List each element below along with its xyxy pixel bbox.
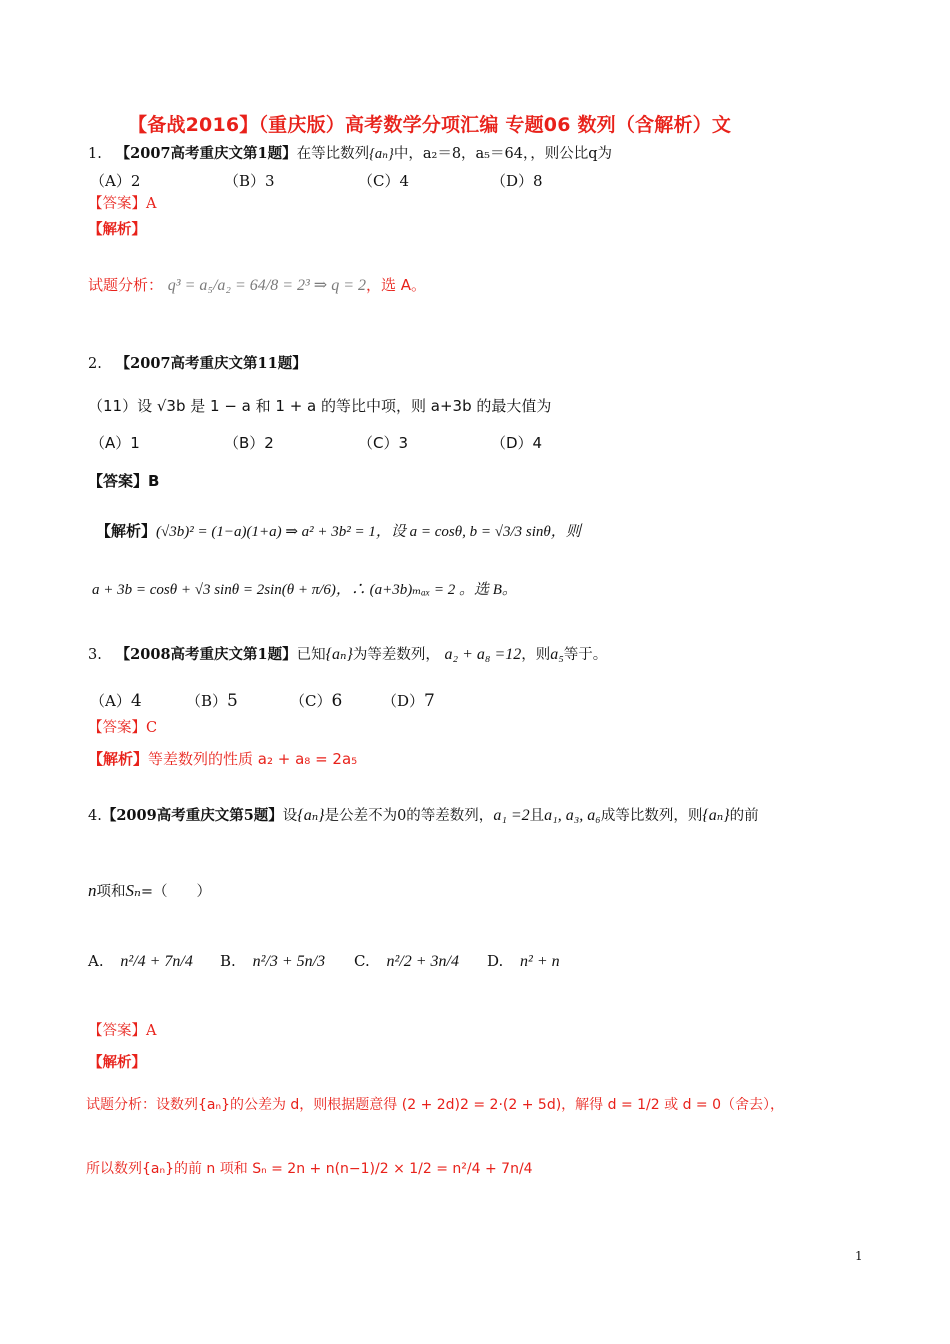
question-target: a₅ bbox=[550, 646, 564, 663]
option-b: （B）2 bbox=[224, 434, 274, 452]
page-number: 1 bbox=[855, 1249, 863, 1263]
analysis-line bbox=[96, 522, 581, 541]
option-c: C. n²/2 + 3n/4 bbox=[354, 952, 459, 970]
analysis-line bbox=[88, 750, 357, 768]
question-4-header: 4.【2009高考重庆文第5题】设{aₙ}是公差不为0的等差数列，a₁ =2且a₁, a₃, a₆成等比数列，则{aₙ}的前 bbox=[88, 807, 759, 824]
answer-label: 【答案】C bbox=[88, 720, 158, 736]
option-d: （D）8 bbox=[491, 172, 543, 190]
sequence-symbol: {aₙ} bbox=[702, 807, 730, 824]
analysis-label: 【解析】 bbox=[96, 522, 157, 540]
option-a: A. n²/4 + 7n/4 bbox=[88, 952, 193, 970]
option-a: （A）2 bbox=[90, 172, 141, 190]
analysis-formula: (√3b)² = (1−a)(1+a) ⇒ a² + 3b² = 1，设 a = cosθ, b = √3/3 sinθ，则 bbox=[156, 524, 581, 540]
analysis-label: 【解析】 bbox=[88, 221, 146, 238]
option-value: n² + n bbox=[520, 953, 560, 970]
option-c: （C）3 bbox=[358, 434, 409, 452]
analysis-label: 【解析】 bbox=[88, 750, 149, 768]
question-number: 3. bbox=[88, 647, 102, 663]
answer-label: 【答案】B bbox=[88, 472, 160, 490]
option-d: D. n² + n bbox=[487, 952, 560, 970]
analysis-label: 【解析】 bbox=[88, 1054, 146, 1071]
question-stem: （11）设 √3b 是 1 − a 和 1 + a 的等比中项，则 a+3b 的最大值为 bbox=[88, 397, 552, 415]
option-value: n²/2 + 3n/4 bbox=[386, 953, 459, 970]
question-number: 4. bbox=[88, 808, 102, 824]
question-stem: 在等比数列 bbox=[296, 146, 370, 162]
option-c: （C）6 bbox=[290, 691, 343, 711]
question-number: 2. bbox=[88, 356, 102, 372]
question-source: 【2009高考重庆文第5题】 bbox=[101, 807, 283, 824]
option-value: n²/4 + 7n/4 bbox=[120, 953, 193, 970]
analysis-formula: 试题分析：设数列{aₙ}的公差为 d，则根据题意得 (2 + 2d)2 = 2·(2 + 5d)，解得 d = 1/2 或 d = 0（舍去）， bbox=[86, 1097, 784, 1113]
option-b: B. n²/3 + 5n/3 bbox=[220, 952, 326, 970]
analysis-formula-2: 所以数列{aₙ}的前 n 项和 Sₙ = 2n + n(n−1)/2 × 1/2 = n²/4 + 7n/4 bbox=[86, 1161, 533, 1177]
question-source: 【2007高考重庆文第11题】 bbox=[115, 355, 307, 372]
question-2-header bbox=[88, 355, 307, 373]
question-condition-2: a₁, a₃, a₆ bbox=[544, 807, 601, 824]
question-condition: a₂ + a₈ =12 bbox=[444, 646, 522, 663]
option-c: （C）4 bbox=[358, 172, 410, 190]
question-source: 【2008高考重庆文第1题】 bbox=[115, 646, 297, 663]
question-stem-line-2: n项和Sₙ=（ ） bbox=[88, 881, 212, 900]
question-1-header: 1. 【2007高考重庆文第1题】在等比数列{aₙ}中，a₂＝8，a₅＝64，，则公比q为 bbox=[88, 145, 612, 162]
analysis-formula-2: a + 3b = cosθ + √3 sinθ = 2sin(θ + π/6)，∴ (a+3b)ₘₐₓ = 2 。选 B。 bbox=[92, 582, 517, 598]
page-title: 【备战2016】（重庆版）高考数学分项汇编 专题06 数列（含解析）文 bbox=[128, 114, 732, 136]
analysis-formula: 等差数列的性质 a₂ + a₈ = 2a₅ bbox=[148, 750, 358, 768]
question-condition: a₂＝8，a₅＝64，，则公比q为 bbox=[422, 146, 612, 162]
question-condition: a₁ =2 bbox=[493, 807, 530, 824]
answer-label: 【答案】A bbox=[88, 196, 157, 212]
sequence-symbol: {aₙ} bbox=[325, 646, 353, 663]
option-a: （A）1 bbox=[90, 434, 140, 452]
option-b: （B）3 bbox=[224, 172, 275, 190]
sequence-symbol: {aₙ} bbox=[297, 807, 325, 824]
option-d: （D）4 bbox=[491, 434, 543, 452]
option-b: （B）5 bbox=[186, 691, 238, 711]
question-source: 【2007高考重庆文第1题】 bbox=[115, 145, 297, 162]
question-3-header: 3. 【2008高考重庆文第1题】已知{aₙ}为等差数列， a₂ + a₈ =12，则a₅等于。 bbox=[88, 646, 608, 663]
question-number: 1. bbox=[88, 146, 102, 162]
option-d: （D）7 bbox=[382, 691, 435, 711]
answer-label: 【答案】A bbox=[88, 1023, 157, 1039]
analysis-formula: q³ = a₅/a₂ = 64/8 = 2³ ⇒ q = 2 bbox=[167, 277, 366, 294]
option-value: n²/3 + 5n/3 bbox=[252, 953, 326, 970]
analysis-line: 试题分析： q³ = a₅/a₂ = 64/8 = 2³ ⇒ q = 2，选 A。 bbox=[88, 276, 427, 294]
sequence-symbol: {aₙ} bbox=[369, 146, 394, 162]
option-a: （A）4 bbox=[90, 691, 142, 711]
